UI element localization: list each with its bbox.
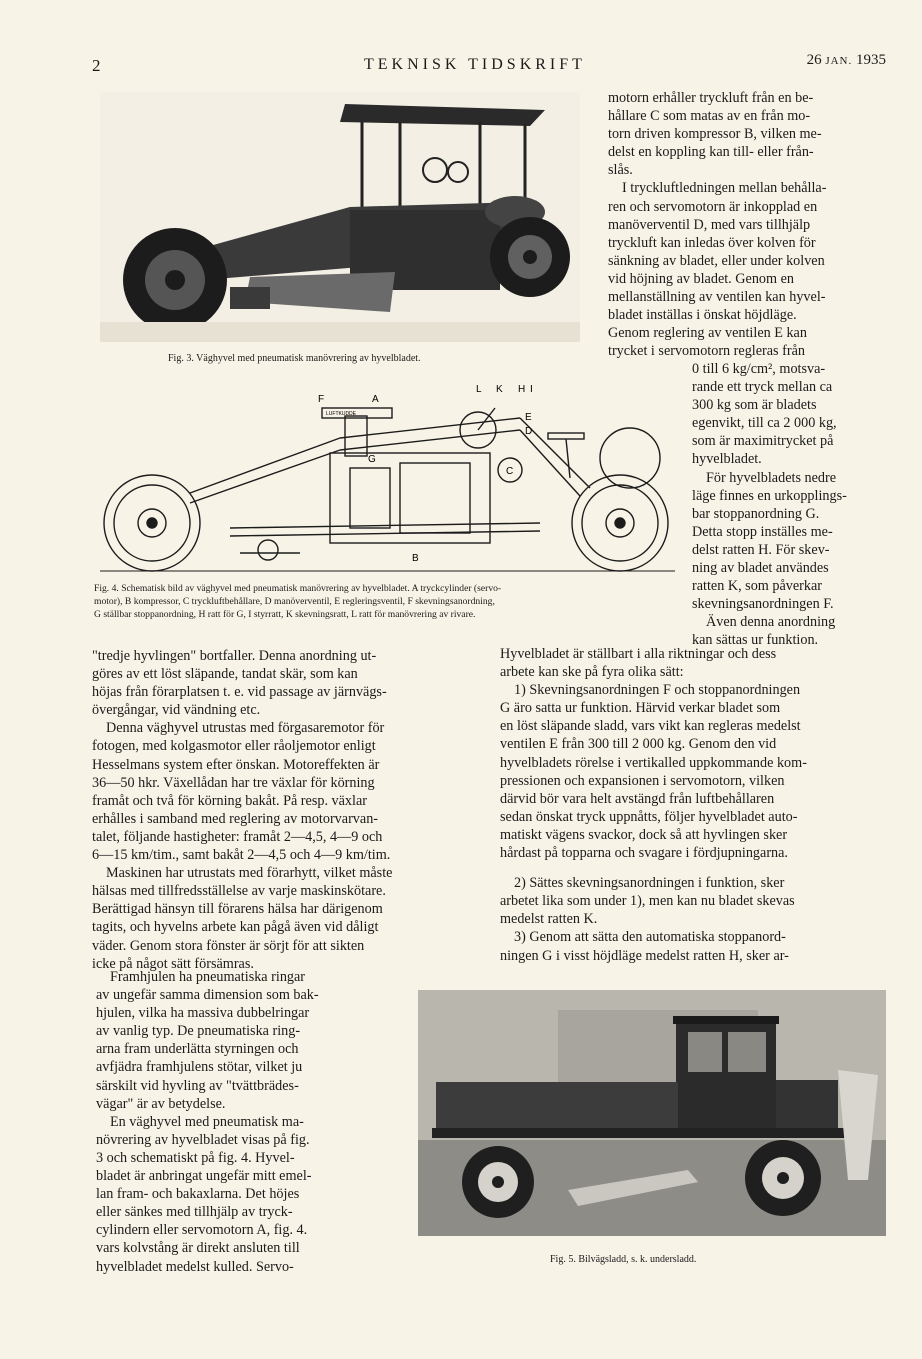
paragraph-line: hyvelbladets rörelse i vertikalled uppkommande kom- <box>500 754 807 771</box>
paragraph-line: bar stoppanordning G. <box>692 505 820 522</box>
paragraph-line: icke på något sätt försämras. <box>92 955 254 972</box>
fig4-caption-line-2: motor), B kompressor, C tryckluftbehållare, D manöverventil, E regleringsventil, F skevningsanordning, <box>94 596 495 607</box>
paragraph-line: I tryckluftledningen mellan behålla- <box>622 180 827 197</box>
paragraph-line: För hyvelbladets nedre <box>706 469 837 486</box>
paragraph-line: vars kolvstång är direkt ansluten till <box>96 1240 300 1257</box>
label-K: K <box>496 384 503 395</box>
paragraph-line: av ungefär samma dimension som bak- <box>96 987 319 1004</box>
paragraph-line: framåt och två för körning bakåt. På resp. växlar <box>92 792 367 809</box>
paragraph-line: Denna väghyvel utrustas med förgasaremotor för <box>106 720 385 737</box>
paragraph-line: bladet inställas i önskat höjdläge. <box>608 307 797 324</box>
running-header <box>92 52 886 76</box>
paragraph-line: slås. <box>608 162 633 179</box>
paragraph-line: hållare C som matas av en från mo- <box>608 108 811 125</box>
fig4-caption <box>94 582 674 621</box>
right-column-top <box>608 89 885 360</box>
paragraph-line: arbete kan ske på fyra olika sätt: <box>500 664 684 681</box>
fig3-caption: Fig. 3. Väghyvel med pneumatisk manövrering av hyvelbladet. <box>168 353 421 364</box>
paragraph-line: 36—50 hkr. Växellådan har tre växlar för körning <box>92 774 375 791</box>
paragraph-line: göres av ett löst släpande, tandat skär, som kan <box>92 666 358 683</box>
paragraph-line: Även denna anordning <box>706 614 836 631</box>
paragraph-line: erhålles i samband med reglering av motorvarvan- <box>92 810 379 827</box>
paragraph-line: pressionen och expansionen i servomotorn, vilken <box>500 772 785 789</box>
paragraph-line: därvid bör vara helt avstängd från luftbehållaren <box>500 790 775 807</box>
label-I: I <box>530 384 533 395</box>
paragraph-line: ning av bladet användes <box>692 560 829 577</box>
paragraph-line: Framhjulen ha pneumatiska ringar <box>110 969 306 985</box>
paragraph-line: ventilen E från 300 till 2 000 kg. Genom den vid <box>500 736 777 753</box>
label-B: B <box>412 553 419 564</box>
paragraph-line: läge finnes en urkopplings- <box>692 487 847 504</box>
paragraph-line: 3 och schematiskt på fig. 4. Hyvel- <box>96 1149 295 1166</box>
truck-sladd-photo-illustration <box>418 990 886 1236</box>
label-L: L <box>476 384 482 395</box>
paragraph-line: "tredje hyvlingen" bortfaller. Denna anordning ut- <box>92 648 377 664</box>
paragraph-line: egenvikt, till ca 2 000 kg, <box>692 415 837 432</box>
label-G: G <box>368 454 376 465</box>
paragraph-line: motorn erhåller tryckluft från en be- <box>608 90 814 106</box>
paragraph-line: talet, följande hastigheter: framåt 2—4,5, 4—9 och <box>92 828 383 845</box>
paragraph-line: Berättigad hänsyn till förarens hälsa har därigenom <box>92 901 383 918</box>
road-grader-schematic-drawing <box>100 378 675 578</box>
fig5-caption: Fig. 5. Bilvägsladd, s. k. undersladd. <box>550 1254 697 1265</box>
paragraph-line: vid höjning av bladet. Genom en <box>608 270 794 287</box>
fig4-caption-line-1: Fig. 4. Schematisk bild av väghyvel med pneumatisk manövrering av hyvelbladet. A tryckcylinder (servo- <box>94 583 502 594</box>
paragraph-line: ren och servomotorn är inkopplad en <box>608 198 818 215</box>
paragraph-line: tagits, och hyvelns arbete kan pågå även vid dåligt <box>92 919 379 936</box>
paragraph-line: eller sänkes med tillhjälp av tryck- <box>96 1204 293 1221</box>
paragraph-line: növrering av hyvelbladet visas på fig. <box>96 1131 310 1148</box>
fig5-photo <box>418 990 886 1236</box>
paragraph-line: hyvelbladet. <box>692 451 762 468</box>
paragraph-line: arbetet lika som under 1), men kan nu bladet skevas <box>500 893 795 910</box>
label-H: H <box>518 384 526 395</box>
paragraph-line: en löst släpande sladd, vars vikt kan regleras medelst <box>500 718 801 735</box>
road-grader-photo-illustration <box>100 92 580 342</box>
paragraph-line: Hesselmans system efter önskan. Motoreffekten är <box>92 756 380 773</box>
paragraph-line: 2) Sättes skevningsanordningen i funktion, sker <box>514 875 785 892</box>
paragraph-line: 1) Skevningsanordningen F och stoppanordningen <box>514 682 801 699</box>
fig4-schematic <box>100 378 675 578</box>
label-C: C <box>506 466 514 477</box>
paragraph-line: delst ratten H. För skev- <box>692 541 830 558</box>
paragraph-line: Detta stopp inställes me- <box>692 523 833 540</box>
paragraph-line: torn driven kompressor B, vilken me- <box>608 126 822 143</box>
paragraph-line: Genom reglering av ventilen E kan <box>608 325 807 342</box>
paragraph-line: hyvelbladet medelst kulled. Servo- <box>96 1258 294 1275</box>
paragraph-line: medelst ratten K. <box>500 911 598 928</box>
paragraph-line: hårdast på topparna och svagare i fördjupningarna. <box>500 845 788 862</box>
paragraph-line: cylindern eller servomotorn A, fig. 4. <box>96 1222 308 1239</box>
paragraph-line: hjulen, vilka ha massiva dubbelringar <box>96 1005 310 1022</box>
paragraph-line: lan fram- och bakaxlarna. Det höjes <box>96 1186 300 1203</box>
paragraph-line: arna fram underlätta styrningen och <box>96 1041 299 1058</box>
plate-luftkudde: LUFTKUDDE <box>326 411 357 417</box>
page-number: 2 <box>92 56 101 75</box>
paragraph-line: skevningsanordningen F. <box>692 596 834 613</box>
paragraph-line: manöverventil D, med vars tillhjälp <box>608 216 811 233</box>
paragraph-line: matiskt vägens svackor, dock så att hyvlingen sker <box>500 826 788 843</box>
paragraph-line: sänkning av bladet, eller under kolven <box>608 252 825 269</box>
paragraph-line: sedan önskat tryck uppnåtts, följer hyvelbladet auto- <box>500 808 798 825</box>
journal-title: TEKNISK TIDSKRIFT <box>364 56 586 73</box>
paragraph-line: 300 kg som är bladets <box>692 397 817 414</box>
paragraph-line: ningen G i visst höjdläge medelst ratten H, sker ar- <box>500 947 789 964</box>
paragraph-line: särskilt vid hyvling av "tvättbrädes- <box>96 1077 299 1094</box>
paragraph-line: väder. Genom stora fönster är sörjt för att sikten <box>92 937 365 954</box>
paragraph-line: tryckluft kan inledas över kolven för <box>608 234 816 251</box>
paragraph-line: som är maximitrycket på <box>692 433 834 450</box>
label-A: A <box>372 394 379 405</box>
paragraph-line: G äro satta ur funktion. Härvid verkar bladet som <box>500 700 781 717</box>
paragraph-line: En väghyvel med pneumatisk ma- <box>110 1113 304 1130</box>
label-E: E <box>525 412 532 423</box>
fig3-photo <box>100 92 580 342</box>
paragraph-line: trycket i servomotorn regleras från <box>608 343 805 360</box>
label-F: F <box>318 394 325 405</box>
paragraph-line: 3) Genom att sätta den automatiska stoppanord- <box>514 929 786 946</box>
paragraph-line: hälsas med tillfredsställelse av varje maskinskötare. <box>92 883 386 900</box>
paragraph-line: Hyvelbladet är ställbart i alla riktningar och dess <box>500 646 777 662</box>
fig4-caption-line-3: G ställbar stoppanordning, H ratt för G, I styrratt, K skevningsratt, L ratt för manövrering av rivare. <box>94 609 476 620</box>
left-column-bottom <box>96 968 384 1276</box>
left-column-middle <box>92 647 479 973</box>
paragraph-line: höjas från förarplatsen t. e. vid passage av järnvägs- <box>92 684 387 701</box>
paragraph-line: delst en koppling kan till- eller från- <box>608 144 814 161</box>
paragraph-line: mellanställning av ventilen kan hyvel- <box>608 289 826 306</box>
paragraph-line: ratten K, som påverkar <box>692 578 823 595</box>
paragraph-line: 6—15 km/tim., samt bakåt 2—4,5 och 4—9 km/tim. <box>92 847 391 864</box>
paragraph-line: övergångar, vid vändning etc. <box>92 702 261 719</box>
paragraph-line: vägar" är av betydelse. <box>96 1095 226 1112</box>
paragraph-line: av vanlig typ. De pneumatiska ring- <box>96 1023 301 1040</box>
paragraph-line: avfjädra framhjulens stötar, vilket ju <box>96 1059 303 1076</box>
paragraph-line: Maskinen har utrustats med förarhytt, vilket måste <box>106 865 393 882</box>
right-column-bottom <box>500 645 885 965</box>
paragraph-line: bladet är anbringat ungefär mitt emel- <box>96 1168 312 1185</box>
paragraph-line: 0 till 6 kg/cm², motsva- <box>692 361 826 377</box>
paragraph-line: kan sättas ur funktion. <box>692 632 819 649</box>
right-column-narrow <box>692 360 885 650</box>
issue-date: 26 JAN. 1935 <box>806 52 886 68</box>
label-D: D <box>525 426 533 437</box>
paragraph-line: rande ett tryck mellan ca <box>692 379 833 396</box>
paragraph-line: fotogen, med kolgasmotor eller råoljemotor enligt <box>92 738 376 755</box>
